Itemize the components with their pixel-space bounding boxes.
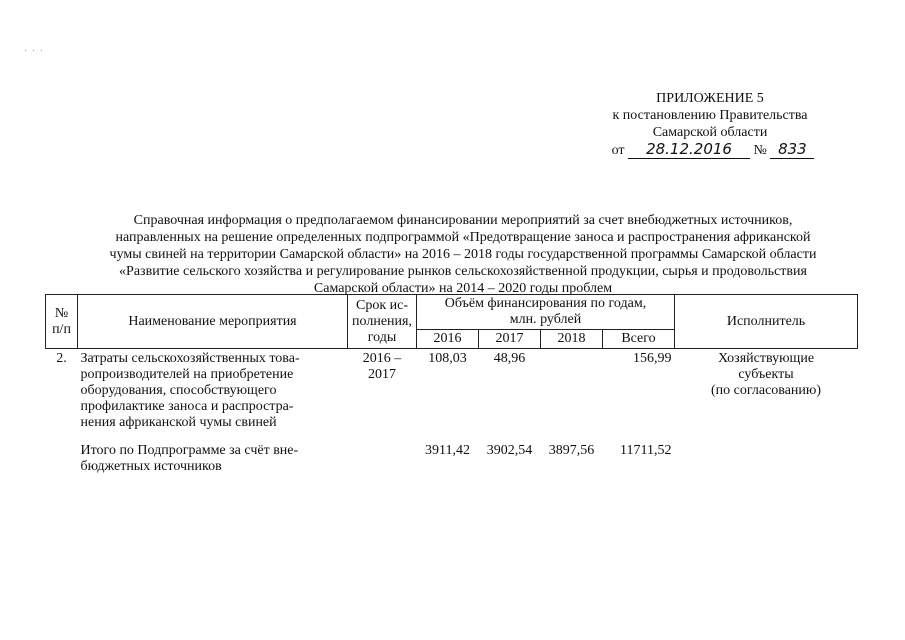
- handwritten-number: 833: [770, 141, 814, 159]
- header-term-line: полнения,: [352, 313, 412, 329]
- resolution-line: к постановлению Правительства: [612, 108, 808, 123]
- region-line: Самарской области: [652, 125, 768, 140]
- header-year-2017: 2017: [479, 330, 541, 349]
- number-label: №: [753, 143, 767, 158]
- header-year-2016: 2016: [417, 330, 479, 349]
- row-executor: [675, 349, 858, 434]
- heading-line: направленных на решение определенных подпрограммой «Предотвращение заноса и распространения африканской: [115, 230, 811, 245]
- header-year-2018: 2018: [541, 330, 603, 349]
- row-2018: [541, 349, 603, 434]
- header-total: Всего: [603, 330, 675, 349]
- total-2017: 3902,54: [486, 443, 533, 458]
- row-name: [78, 349, 348, 434]
- row-term-line: 2016 –: [362, 351, 402, 366]
- row-term: [348, 349, 417, 434]
- header-term-line: Срок ис-: [355, 297, 408, 313]
- heading-line: чумы свиней на территории Самарской области» на 2016 – 2018 годы государственной программы Самарской области: [109, 247, 817, 262]
- row-name-line: нения африканской чумы свиней: [80, 415, 277, 430]
- from-label: от: [611, 143, 625, 158]
- header-name: Наименование мероприятия: [78, 295, 348, 349]
- row-total: 156,99: [633, 351, 672, 366]
- appendix-block: [560, 90, 860, 159]
- row-name-line: профилактике заноса и распростра-: [80, 399, 294, 414]
- row-executor-line: (по согласованию): [710, 383, 822, 398]
- table-total-row: [46, 433, 858, 477]
- document-heading: [48, 212, 878, 297]
- handwritten-date: 28.12.2016: [628, 141, 750, 159]
- appendix-title: ПРИЛОЖЕНИЕ 5: [656, 91, 764, 106]
- row-2016: 108,03: [428, 351, 467, 366]
- table-row: [46, 349, 858, 434]
- header-num-line: №: [54, 305, 69, 321]
- header-term-line: годы: [367, 329, 397, 345]
- heading-line: «Развитие сельского хозяйства и регулирование рынков сельскохозяйственной продукции, сырья и продовольствия: [119, 264, 807, 279]
- funding-table: [45, 294, 858, 477]
- heading-line: Справочная информация о предполагаемом финансировании мероприятий за счет внебюджетных источников,: [133, 213, 793, 228]
- row-2017: 48,96: [493, 351, 526, 366]
- header-executor: Исполнитель: [675, 295, 858, 349]
- total-name: [78, 433, 348, 477]
- row-num: 2.: [56, 351, 67, 366]
- heading-line: Самарской области» на 2014 – 2020 годы проблем: [313, 281, 613, 296]
- scan-corner-mark: · · ·: [24, 46, 44, 57]
- total-name-line: бюджетных источников: [80, 459, 222, 474]
- row-name-line: ропроизводителей на приобретение: [80, 367, 294, 382]
- header-term: [348, 295, 417, 349]
- total-2018: 3897,56: [548, 443, 595, 458]
- row-name-line: Затраты сельскохозяйственных това-: [80, 351, 300, 366]
- order-line: [563, 141, 863, 159]
- total-2016: 3911,42: [425, 443, 470, 458]
- header-num: [46, 295, 78, 349]
- total-sum: 11711,52: [620, 443, 672, 458]
- total-name-line: Итого по Подпрограмме за счёт вне-: [80, 443, 299, 458]
- row-executor-line: субъекты: [738, 367, 794, 382]
- header-funding-line: Объём финансирования по годам,: [444, 296, 647, 311]
- row-term-line: 2017: [368, 367, 396, 382]
- row-executor-line: Хозяйствующие: [717, 351, 815, 366]
- header-funding: [417, 295, 675, 330]
- header-funding-line: млн. рублей: [509, 312, 582, 327]
- row-name-line: оборудования, способствующего: [80, 383, 277, 398]
- header-num-line: п/п: [52, 321, 71, 337]
